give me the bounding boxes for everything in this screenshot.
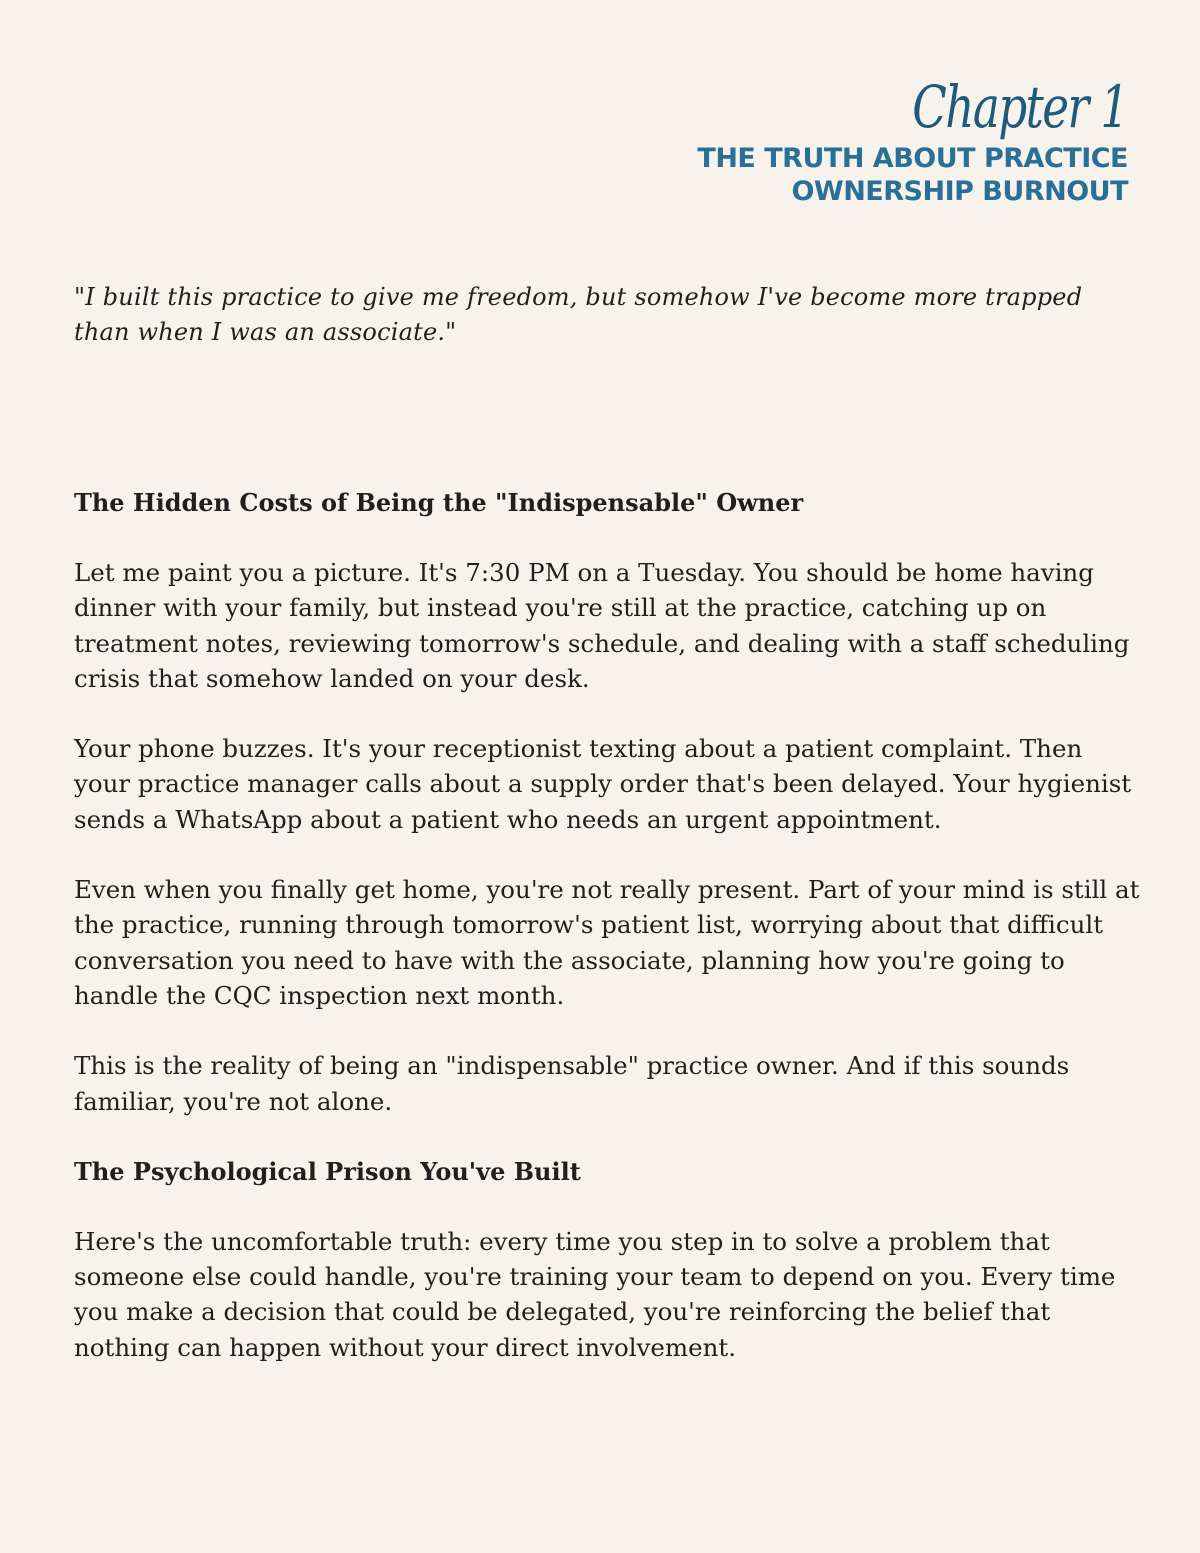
section-heading-hidden-costs: The Hidden Costs of Being the "Indispensable" Owner — [74, 488, 804, 517]
chapter-subtitle-line-2: OWNERSHIP BURNOUT — [791, 176, 1128, 207]
body-paragraph: Here's the uncomfortable truth: every time you step in to solve a problem that someone else could handle, you're training your team to depend on you. Every time you make a decision that could be delegated, you're reinforcing the belief that nothing can happen without your direct involvement. — [74, 1226, 1116, 1362]
chapter-header — [697, 72, 1128, 208]
body-paragraph: Even when you finally get home, you're not really present. Part of your mind is still at the practice, running through tomorrow's patient list, worrying about that difficult conversation you need to have with the associate, planning how you're going to handle the CQC inspection next month. — [74, 875, 1140, 1010]
chapter-body — [74, 280, 1144, 1365]
section-heading-psychological-prison: The Psychological Prison You've Built — [74, 1156, 581, 1186]
chapter-subtitle-line-1: THE TRUTH ABOUT PRACTICE — [697, 143, 1128, 174]
chapter-title: Chapter 1 — [912, 73, 1128, 141]
body-paragraph: This is the reality of being an "indispensable" practice owner. And if this sounds familiar, you're not alone. — [74, 1051, 1070, 1116]
body-paragraph: Your phone buzzes. It's your receptionist texting about a patient complaint. Then your practice manager calls about a supply order that's been delayed. Your hygienist sends a WhatsApp about a patient who needs an urgent appointment. — [74, 734, 1132, 834]
body-paragraph: Let me paint you a picture. It's 7:30 PM on a Tuesday. You should be home having dinner with your family, but instead you're still at the practice, catching up on treatment notes, reviewing tomorrow's schedule, and dealing with a staff scheduling crisis that somehow landed on your desk. — [74, 558, 1130, 693]
opening-quote: "I built this practice to give me freedom, but somehow I've become more trapped than when I was an associate." — [74, 283, 1083, 346]
